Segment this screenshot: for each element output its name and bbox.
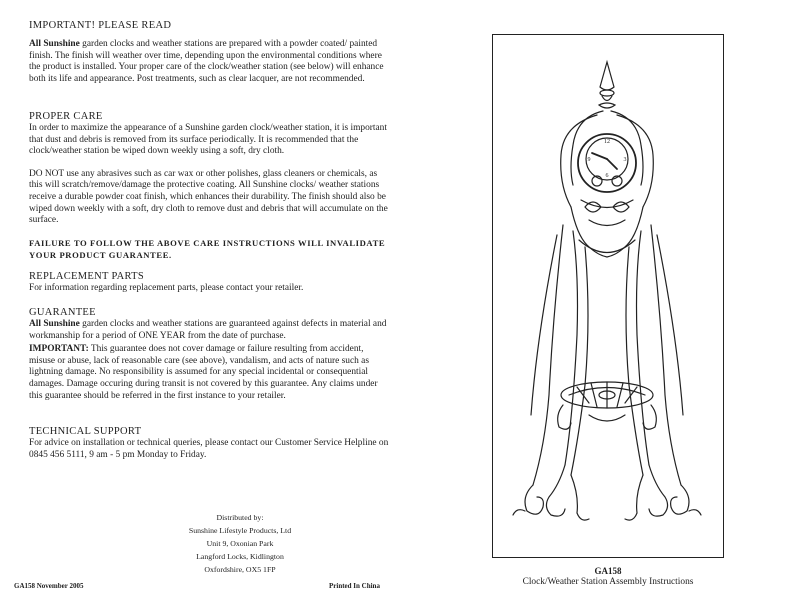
distributor-line4: Oxfordshire, OX5 1FP xyxy=(204,565,276,574)
footer-left: GA158 November 2005 xyxy=(14,582,84,590)
proper-care-para1: In order to maximize the appearance of a Sunshine garden clock/weather station, it is important that dust and debris is removed from its surface periodically. It is recommended that the clock/weather station be wiped down weekly using a soft, dry cloth. xyxy=(29,123,387,157)
proper-care-heading: PROPER CARE xyxy=(29,111,103,122)
numeral-3: 3 xyxy=(623,157,627,163)
guarantee-lead: All Sunshine xyxy=(29,319,80,329)
guarantee-text xyxy=(29,319,389,342)
distributor-block xyxy=(120,511,360,576)
proper-care-para2-body: use any abrasives such as car wax or other polishes, glass cleaners or chemicals, as this will scratch/remove/damage the protective coating. All Sunshine clocks/ weather stations receive a durable powder coat finish, which enhances their durability. The finish should also be wiped down weekly with a soft, dry cloth to remove dust and debris that will accumulate on the surface. xyxy=(29,168,388,226)
finial-icon xyxy=(600,62,614,90)
distributor-line1: Sunshine Lifestyle Products, Ltd xyxy=(188,526,292,535)
numeral-12: 12 xyxy=(604,139,610,145)
guarantee-important-body: This guarantee does not cover damage or failure resulting from accident, misuse or abuse, lack of reasonable care (see above), vandalism, and acts of nature such as lightning damage. No responsibility is assumed for any special incidental or consequential damages. Damage occuring during transit is not covered by this guarantee. Any claims under this guarantee should be referred in the first instance to your retailer. xyxy=(29,344,378,401)
guarantee-section xyxy=(29,306,389,402)
support-heading: TECHNICAL SUPPORT xyxy=(29,426,142,437)
important-lead: All Sunshine xyxy=(29,39,80,49)
proper-care-section xyxy=(29,110,389,261)
clock-stand-illustration xyxy=(493,35,722,556)
support-section xyxy=(29,425,389,461)
guarantee-important-lead: IMPORTANT: xyxy=(29,344,89,355)
guarantee-body: garden clocks and weather stations are guaranteed against defects in material and workmanship for a period of ONE YEAR from the date of purchase. xyxy=(29,319,387,341)
distributor-line3: Langford Locks, Kidlington xyxy=(196,552,284,561)
replacement-section xyxy=(29,270,389,295)
product-code: GA158 xyxy=(594,566,622,576)
care-warning: FAILURE TO FOLLOW THE ABOVE CARE INSTRUCTIONS WILL INVALIDATE YOUR PRODUCT GUARANTEE. xyxy=(29,237,386,260)
important-body: garden clocks and weather stations are prepared with a powder coated/ painted finish. The finish will weather over time, depending upon the environmental conditions where the product is installed. Your proper care of the clock/weather station (see below) will enhance both its life and appearance. Post treatments, such as clear lacquer, are not recommended. xyxy=(29,39,384,84)
important-section xyxy=(29,19,389,85)
guarantee-heading: GUARANTEE xyxy=(29,307,96,318)
proper-care-para2 xyxy=(29,169,389,227)
important-heading: IMPORTANT! PLEASE READ xyxy=(29,20,172,31)
do-not-lead: DO NOT xyxy=(29,168,64,179)
guarantee-important xyxy=(29,344,389,402)
product-title: Clock/Weather Station Assembly Instructions xyxy=(522,577,694,587)
numeral-9: 9 xyxy=(587,157,591,163)
important-text xyxy=(29,39,389,85)
distributor-label: Distributed by: xyxy=(216,513,264,522)
distributor-line2: Unit 9, Oxonian Park xyxy=(206,539,274,548)
illustration-frame xyxy=(492,34,724,558)
footer-right: Printed In China xyxy=(329,582,380,590)
replacement-body: For information regarding replacement parts, please contact your retailer. xyxy=(29,283,304,293)
support-body: For advice on installation or technical queries, please contact our Customer Service Helpline on 0845 456 5111, 9 am - 5 pm Monday to Friday. xyxy=(29,438,389,460)
numeral-6: 6 xyxy=(605,173,609,179)
replacement-heading: REPLACEMENT PARTS xyxy=(29,271,145,282)
